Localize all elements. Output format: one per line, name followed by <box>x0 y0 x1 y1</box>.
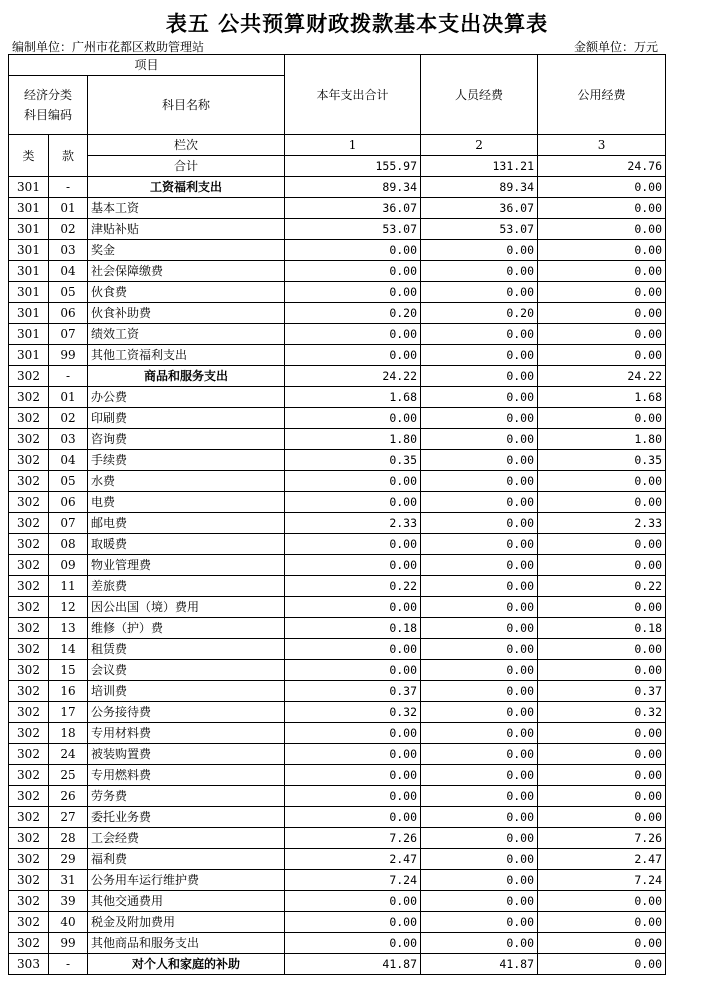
compiling-unit: 编制单位：广州市花都区救助管理站 <box>12 40 205 54</box>
cell-name: 维修（护）费 <box>88 618 285 639</box>
cell-total: 0.20 <box>285 303 421 324</box>
cell-kuan: 24 <box>49 744 88 765</box>
cell-kuan: - <box>49 366 88 387</box>
cell-public: 0.00 <box>538 912 666 933</box>
cell-lei: 302 <box>9 870 49 891</box>
cell-name: 培训费 <box>88 681 285 702</box>
cell-total: 0.00 <box>285 807 421 828</box>
cell-total: 0.00 <box>285 660 421 681</box>
table-row <box>9 534 666 555</box>
cell-public: 0.35 <box>538 450 666 471</box>
sum-label: 合计 <box>88 156 285 177</box>
cell-kuan: 06 <box>49 303 88 324</box>
cell-lei: 302 <box>9 681 49 702</box>
cell-lei: 302 <box>9 744 49 765</box>
sum-row <box>9 156 666 177</box>
cell-lei: 302 <box>9 807 49 828</box>
cell-personnel: 0.00 <box>421 555 538 576</box>
cell-name: 其他商品和服务支出 <box>88 933 285 954</box>
cell-name: 水费 <box>88 471 285 492</box>
cell-kuan: 02 <box>49 219 88 240</box>
cell-name: 差旅费 <box>88 576 285 597</box>
cell-kuan: 01 <box>49 198 88 219</box>
cell-kuan: 99 <box>49 933 88 954</box>
cell-public: 0.00 <box>538 933 666 954</box>
cell-total: 0.00 <box>285 744 421 765</box>
header-lei: 类 <box>9 135 49 177</box>
header-row-lanci <box>9 135 666 156</box>
table-row <box>9 702 666 723</box>
cell-kuan: 12 <box>49 597 88 618</box>
cell-personnel: 0.00 <box>421 282 538 303</box>
cell-personnel: 0.00 <box>421 723 538 744</box>
cell-total: 0.18 <box>285 618 421 639</box>
cell-personnel: 0.00 <box>421 681 538 702</box>
cell-total: 0.00 <box>285 639 421 660</box>
cell-lei: 302 <box>9 513 49 534</box>
table-row <box>9 912 666 933</box>
sum-total: 155.97 <box>285 156 421 177</box>
cell-public: 0.00 <box>538 492 666 513</box>
cell-lei: 302 <box>9 639 49 660</box>
cell-kuan: 06 <box>49 492 88 513</box>
cell-total: 0.00 <box>285 933 421 954</box>
table-row <box>9 576 666 597</box>
cell-public: 0.00 <box>538 786 666 807</box>
cell-lei: 302 <box>9 450 49 471</box>
cell-public: 0.00 <box>538 261 666 282</box>
cell-kuan: 26 <box>49 786 88 807</box>
cell-name: 邮电费 <box>88 513 285 534</box>
cell-lei: 301 <box>9 240 49 261</box>
cell-kuan: 03 <box>49 240 88 261</box>
cell-personnel: 0.00 <box>421 744 538 765</box>
cell-name: 公务接待费 <box>88 702 285 723</box>
table-row <box>9 366 666 387</box>
table-row <box>9 828 666 849</box>
cell-kuan: 18 <box>49 723 88 744</box>
cell-kuan: 14 <box>49 639 88 660</box>
cell-public: 0.00 <box>538 765 666 786</box>
cell-lei: 302 <box>9 891 49 912</box>
cell-kuan: 03 <box>49 429 88 450</box>
cell-kuan: 15 <box>49 660 88 681</box>
table-row <box>9 954 666 975</box>
cell-personnel: 0.00 <box>421 786 538 807</box>
cell-public: 24.22 <box>538 366 666 387</box>
cell-total: 0.00 <box>285 765 421 786</box>
cell-total: 7.24 <box>285 870 421 891</box>
cell-name: 租赁费 <box>88 639 285 660</box>
table-row <box>9 639 666 660</box>
cell-total: 53.07 <box>285 219 421 240</box>
cell-personnel: 0.00 <box>421 324 538 345</box>
table-row <box>9 450 666 471</box>
cell-kuan: 07 <box>49 324 88 345</box>
cell-total: 0.00 <box>285 324 421 345</box>
table-row <box>9 408 666 429</box>
cell-name: 咨询费 <box>88 429 285 450</box>
cell-public: 0.32 <box>538 702 666 723</box>
cell-public: 0.00 <box>538 639 666 660</box>
cell-kuan: 25 <box>49 765 88 786</box>
cell-personnel: 0.00 <box>421 597 538 618</box>
cell-name: 对个人和家庭的补助 <box>88 954 285 975</box>
cell-personnel: 0.00 <box>421 534 538 555</box>
cell-personnel: 53.07 <box>421 219 538 240</box>
cell-public: 0.22 <box>538 576 666 597</box>
cell-lei: 301 <box>9 177 49 198</box>
cell-personnel: 0.00 <box>421 408 538 429</box>
cell-personnel: 0.00 <box>421 450 538 471</box>
cell-name: 津贴补贴 <box>88 219 285 240</box>
table-row <box>9 849 666 870</box>
cell-total: 1.80 <box>285 429 421 450</box>
cell-total: 0.00 <box>285 345 421 366</box>
cell-lei: 302 <box>9 765 49 786</box>
cell-personnel: 0.00 <box>421 618 538 639</box>
cell-name: 福利费 <box>88 849 285 870</box>
cell-total: 0.32 <box>285 702 421 723</box>
table-row <box>9 765 666 786</box>
table-row <box>9 219 666 240</box>
cell-total: 0.00 <box>285 534 421 555</box>
cell-lei: 301 <box>9 198 49 219</box>
cell-personnel: 0.00 <box>421 807 538 828</box>
cell-name: 印刷费 <box>88 408 285 429</box>
cell-lei: 303 <box>9 954 49 975</box>
cell-kuan: 09 <box>49 555 88 576</box>
table-row <box>9 870 666 891</box>
cell-total: 7.26 <box>285 828 421 849</box>
table-row <box>9 324 666 345</box>
cell-kuan: 13 <box>49 618 88 639</box>
cell-personnel: 0.00 <box>421 828 538 849</box>
cell-lei: 302 <box>9 828 49 849</box>
cell-total: 0.35 <box>285 450 421 471</box>
page-title: 表五 公共预算财政拨款基本支出决算表 <box>165 12 549 36</box>
cell-name: 税金及附加费用 <box>88 912 285 933</box>
cell-lei: 302 <box>9 408 49 429</box>
cell-lei: 301 <box>9 345 49 366</box>
cell-name: 专用燃料费 <box>88 765 285 786</box>
cell-name: 商品和服务支出 <box>88 366 285 387</box>
cell-personnel: 89.34 <box>421 177 538 198</box>
cell-kuan: 17 <box>49 702 88 723</box>
cell-name: 因公出国（境）费用 <box>88 597 285 618</box>
cell-lei: 302 <box>9 366 49 387</box>
header-col-public: 公用经费 <box>538 55 666 135</box>
cell-name: 其他交通费用 <box>88 891 285 912</box>
cell-lei: 302 <box>9 492 49 513</box>
cell-public: 0.00 <box>538 219 666 240</box>
cell-personnel: 0.00 <box>421 933 538 954</box>
cell-personnel: 0.00 <box>421 261 538 282</box>
header-code-label: 经济分类 科目编码 <box>9 76 88 135</box>
cell-kuan: 28 <box>49 828 88 849</box>
col-no-2: 2 <box>421 135 538 156</box>
table-row <box>9 597 666 618</box>
cell-public: 0.18 <box>538 618 666 639</box>
cell-name: 手续费 <box>88 450 285 471</box>
cell-total: 0.00 <box>285 786 421 807</box>
cell-lei: 302 <box>9 555 49 576</box>
cell-kuan: 07 <box>49 513 88 534</box>
cell-lei: 302 <box>9 702 49 723</box>
cell-public: 0.00 <box>538 891 666 912</box>
cell-total: 1.68 <box>285 387 421 408</box>
cell-total: 0.00 <box>285 492 421 513</box>
cell-lei: 302 <box>9 618 49 639</box>
cell-kuan: 29 <box>49 849 88 870</box>
cell-lei: 302 <box>9 576 49 597</box>
cell-total: 0.00 <box>285 471 421 492</box>
cell-total: 89.34 <box>285 177 421 198</box>
cell-kuan: 05 <box>49 471 88 492</box>
cell-public: 0.00 <box>538 177 666 198</box>
cell-kuan: 05 <box>49 282 88 303</box>
cell-name: 劳务费 <box>88 786 285 807</box>
cell-total: 0.00 <box>285 408 421 429</box>
cell-name: 办公费 <box>88 387 285 408</box>
cell-public: 0.00 <box>538 303 666 324</box>
cell-name: 其他工资福利支出 <box>88 345 285 366</box>
cell-lei: 301 <box>9 282 49 303</box>
cell-personnel: 0.20 <box>421 303 538 324</box>
col-no-1: 1 <box>285 135 421 156</box>
table-row <box>9 618 666 639</box>
cell-kuan: 40 <box>49 912 88 933</box>
sum-personnel: 131.21 <box>421 156 538 177</box>
cell-public: 0.00 <box>538 534 666 555</box>
table-row <box>9 513 666 534</box>
cell-personnel: 0.00 <box>421 471 538 492</box>
cell-total: 24.22 <box>285 366 421 387</box>
cell-personnel: 0.00 <box>421 429 538 450</box>
table-row <box>9 786 666 807</box>
cell-personnel: 0.00 <box>421 891 538 912</box>
cell-total: 0.37 <box>285 681 421 702</box>
table-row <box>9 933 666 954</box>
cell-public: 2.47 <box>538 849 666 870</box>
cell-kuan: 04 <box>49 450 88 471</box>
cell-personnel: 0.00 <box>421 492 538 513</box>
cell-personnel: 0.00 <box>421 912 538 933</box>
amount-unit: 金额单位：万元 <box>573 40 658 54</box>
cell-personnel: 36.07 <box>421 198 538 219</box>
cell-total: 0.00 <box>285 912 421 933</box>
cell-name: 委托业务费 <box>88 807 285 828</box>
header-lanci: 栏次 <box>88 135 285 156</box>
cell-kuan: 99 <box>49 345 88 366</box>
header-col-personnel: 人员经费 <box>421 55 538 135</box>
cell-lei: 302 <box>9 387 49 408</box>
cell-total: 0.00 <box>285 261 421 282</box>
cell-personnel: 0.00 <box>421 639 538 660</box>
cell-kuan: 02 <box>49 408 88 429</box>
table-row <box>9 555 666 576</box>
table-row <box>9 723 666 744</box>
table-row <box>9 261 666 282</box>
cell-kuan: 16 <box>49 681 88 702</box>
cell-personnel: 0.00 <box>421 660 538 681</box>
cell-name: 取暖费 <box>88 534 285 555</box>
table-row <box>9 177 666 198</box>
cell-total: 2.47 <box>285 849 421 870</box>
cell-name: 会议费 <box>88 660 285 681</box>
cell-public: 0.00 <box>538 282 666 303</box>
cell-name: 电费 <box>88 492 285 513</box>
cell-kuan: 39 <box>49 891 88 912</box>
cell-lei: 302 <box>9 912 49 933</box>
cell-kuan: 08 <box>49 534 88 555</box>
header-col-total: 本年支出合计 <box>285 55 421 135</box>
cell-kuan: 11 <box>49 576 88 597</box>
table-row <box>9 282 666 303</box>
header-kuan: 款 <box>49 135 88 177</box>
cell-public: 1.80 <box>538 429 666 450</box>
cell-lei: 302 <box>9 786 49 807</box>
cell-public: 0.00 <box>538 408 666 429</box>
cell-total: 0.00 <box>285 282 421 303</box>
cell-total: 41.87 <box>285 954 421 975</box>
cell-name: 绩效工资 <box>88 324 285 345</box>
cell-public: 0.00 <box>538 471 666 492</box>
cell-total: 36.07 <box>285 198 421 219</box>
cell-personnel: 0.00 <box>421 240 538 261</box>
cell-lei: 301 <box>9 219 49 240</box>
cell-total: 0.00 <box>285 240 421 261</box>
cell-name: 伙食费 <box>88 282 285 303</box>
cell-kuan: 31 <box>49 870 88 891</box>
cell-lei: 302 <box>9 534 49 555</box>
cell-total: 0.22 <box>285 576 421 597</box>
cell-lei: 301 <box>9 324 49 345</box>
table-row <box>9 807 666 828</box>
cell-public: 0.00 <box>538 345 666 366</box>
cell-name: 工资福利支出 <box>88 177 285 198</box>
cell-lei: 302 <box>9 660 49 681</box>
cell-personnel: 41.87 <box>421 954 538 975</box>
table-row <box>9 429 666 450</box>
cell-name: 社会保障缴费 <box>88 261 285 282</box>
table-row <box>9 681 666 702</box>
cell-public: 2.33 <box>538 513 666 534</box>
cell-kuan: 27 <box>49 807 88 828</box>
cell-lei: 302 <box>9 723 49 744</box>
cell-total: 2.33 <box>285 513 421 534</box>
header-row-1 <box>9 55 666 76</box>
cell-personnel: 0.00 <box>421 765 538 786</box>
cell-kuan: 04 <box>49 261 88 282</box>
cell-lei: 302 <box>9 471 49 492</box>
cell-total: 0.00 <box>285 891 421 912</box>
cell-public: 0.37 <box>538 681 666 702</box>
cell-personnel: 0.00 <box>421 366 538 387</box>
expenditure-table <box>8 54 666 975</box>
cell-personnel: 0.00 <box>421 702 538 723</box>
table-row <box>9 240 666 261</box>
cell-public: 0.00 <box>538 660 666 681</box>
cell-public: 0.00 <box>538 744 666 765</box>
cell-personnel: 0.00 <box>421 870 538 891</box>
cell-public: 1.68 <box>538 387 666 408</box>
cell-public: 0.00 <box>538 597 666 618</box>
cell-lei: 301 <box>9 303 49 324</box>
sum-public: 24.76 <box>538 156 666 177</box>
cell-lei: 302 <box>9 933 49 954</box>
cell-lei: 302 <box>9 849 49 870</box>
cell-personnel: 0.00 <box>421 576 538 597</box>
cell-lei: 302 <box>9 597 49 618</box>
cell-public: 0.00 <box>538 240 666 261</box>
cell-personnel: 0.00 <box>421 849 538 870</box>
cell-kuan: - <box>49 177 88 198</box>
header-project: 项目 <box>9 55 285 76</box>
col-no-3: 3 <box>538 135 666 156</box>
table-row <box>9 387 666 408</box>
cell-public: 0.00 <box>538 807 666 828</box>
cell-public: 0.00 <box>538 324 666 345</box>
cell-kuan: 01 <box>49 387 88 408</box>
cell-kuan: - <box>49 954 88 975</box>
table-row <box>9 492 666 513</box>
cell-public: 0.00 <box>538 723 666 744</box>
cell-name: 公务用车运行维护费 <box>88 870 285 891</box>
cell-name: 专用材料费 <box>88 723 285 744</box>
cell-lei: 301 <box>9 261 49 282</box>
cell-name: 被装购置费 <box>88 744 285 765</box>
cell-name: 伙食补助费 <box>88 303 285 324</box>
cell-public: 7.24 <box>538 870 666 891</box>
cell-public: 0.00 <box>538 198 666 219</box>
cell-personnel: 0.00 <box>421 513 538 534</box>
cell-personnel: 0.00 <box>421 387 538 408</box>
table-row <box>9 198 666 219</box>
cell-personnel: 0.00 <box>421 345 538 366</box>
table-row <box>9 891 666 912</box>
cell-total: 0.00 <box>285 597 421 618</box>
cell-public: 0.00 <box>538 954 666 975</box>
table-row <box>9 303 666 324</box>
cell-name: 基本工资 <box>88 198 285 219</box>
table-row <box>9 345 666 366</box>
cell-total: 0.00 <box>285 555 421 576</box>
header-name-label: 科目名称 <box>88 76 285 135</box>
cell-public: 7.26 <box>538 828 666 849</box>
table-row <box>9 471 666 492</box>
table-row <box>9 744 666 765</box>
cell-total: 0.00 <box>285 723 421 744</box>
cell-name: 奖金 <box>88 240 285 261</box>
cell-public: 0.00 <box>538 555 666 576</box>
cell-name: 物业管理费 <box>88 555 285 576</box>
cell-name: 工会经费 <box>88 828 285 849</box>
table-row <box>9 660 666 681</box>
cell-lei: 302 <box>9 429 49 450</box>
